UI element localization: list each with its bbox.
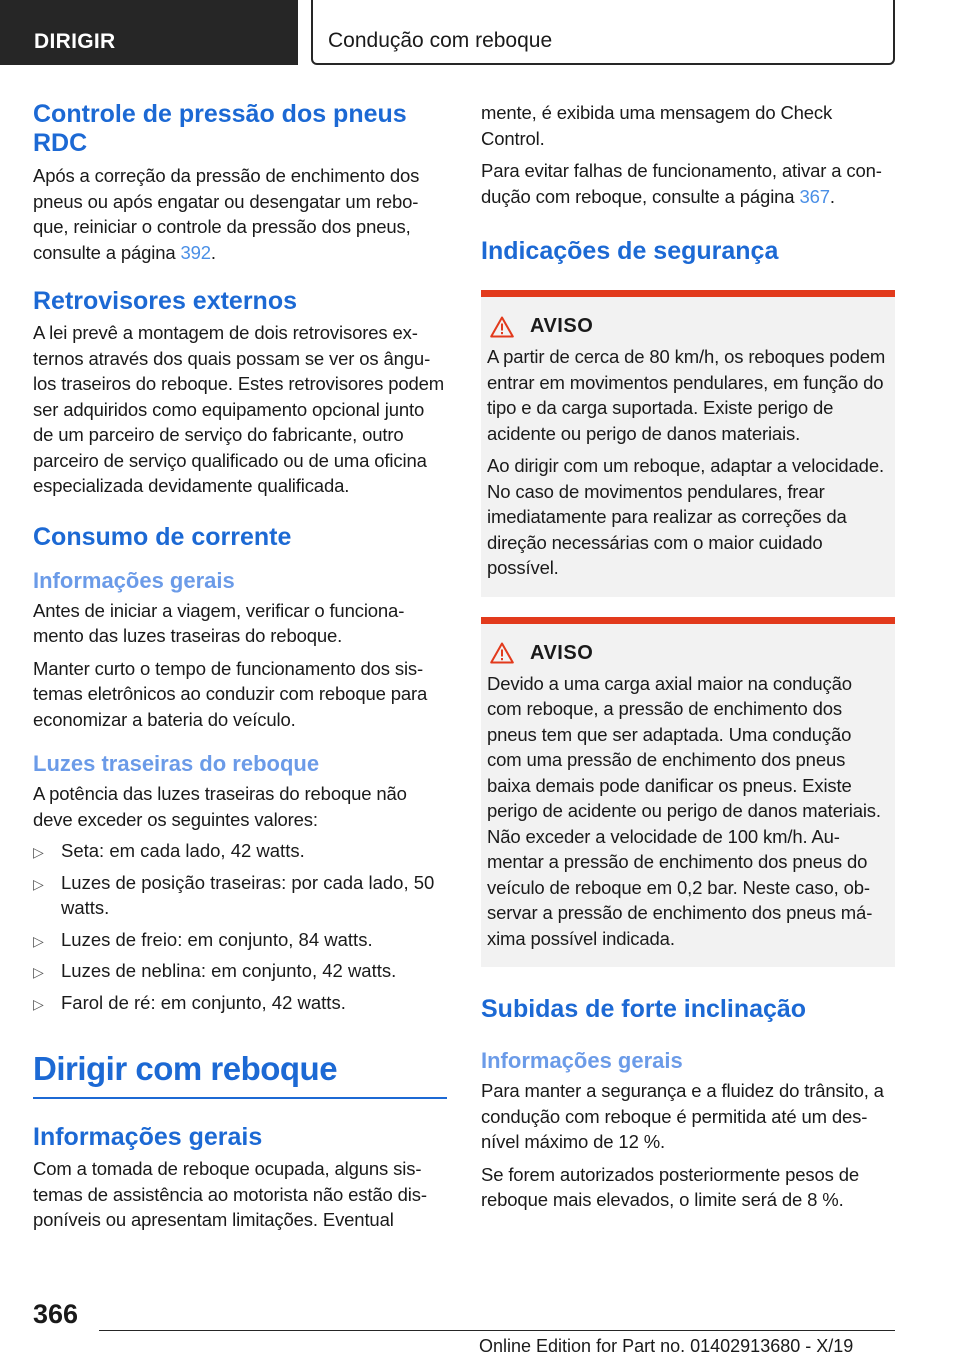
slopes-text-2: Se forem autorizados posteriormente pesos de reboque mais elevados, o limite será de 8 %. <box>481 1163 859 1210</box>
section-divider <box>33 1097 447 1099</box>
warning-triangle-icon <box>490 642 514 664</box>
check-control-text: mente, é exibida uma mensagem do Check Control. <box>481 102 833 149</box>
list-item: ▷ Luzes de posição traseiras: por cada lado, 50 watts. <box>33 871 435 918</box>
towing-text: Com a tomada de reboque ocupada, alguns sistemas de assistência ao motorista não estão disponíveis ou apresentam limitações. Eventual <box>33 1158 427 1230</box>
warning-box-pendulum <box>481 290 895 597</box>
warning-header <box>490 315 887 338</box>
towing-subheading: Informações gerais <box>33 1123 263 1151</box>
header-section-tab <box>0 0 298 65</box>
current-text-2: Manter curto o tempo de funcionamento dos sistemas eletrônicos ao conduzir com reboque para economizar a bateria do veículo. <box>33 657 428 730</box>
mirrors-heading: Retrovisores externos <box>33 287 298 315</box>
warning-text-1: A partir de cerca de 80 km/h, os reboques podem entrar em movimentos pendulares, em função do tipo e da carga suportada. Existe perigo de acidente ou perigo de danos materiais. <box>487 346 886 444</box>
safety-heading: Indicações de segurança <box>481 237 779 265</box>
list-item: ▷ Farol de ré: em conjunto, 42 watts. <box>33 990 447 1016</box>
rdc-text: Após a correção da pressão de enchimento dos pneus ou após engatar ou desengatar um reboque, reiniciar o controle da pressão dos pneus, consulte a página 392. <box>33 165 420 263</box>
list-item: ▷ Luzes de freio: em conjunto, 84 watts. <box>33 927 447 953</box>
warning-text-1: Devido a uma carga axial maior na condução com reboque, a pressão de enchimento dos pneus tem que ser adaptada. Uma condução com uma pressão de enchimento dos pneus baixa demais pode danificar os pneus. Existe perigo de acidente ou perigo de danos materiais. Não exceder a velocidade de 100 km/h. Aumentar a pressão de enchimento dos pneus do veículo de reboque em 0,2 bar. Neste caso, observar a pressão de enchimento dos pneus máxima possível indicada. <box>487 672 881 949</box>
tail-lights-intro: A potência das luzes traseiras do reboque não deve exceder os seguintes valores: <box>33 783 407 830</box>
tail-lights-list <box>33 838 447 1015</box>
towing-heading: Dirigir com reboque <box>33 1050 338 1087</box>
triangle-bullet-icon: ▷ <box>33 875 44 892</box>
current-text-1: Antes de iniciar a viagem, verificar o funcionamento das luzes traseiras do reboque. <box>33 599 405 646</box>
slopes-subheading: Informações gerais <box>481 1048 683 1073</box>
warning-title: AVISO <box>530 315 594 337</box>
right-column <box>481 100 895 1213</box>
triangle-bullet-icon: ▷ <box>33 995 44 1012</box>
footer-edition: Online Edition for Part no. 01402913680 - X/19 <box>479 1336 854 1356</box>
warning-header <box>490 642 887 665</box>
warning-text-2: Ao dirigir com um reboque, adaptar a velocidade. No caso de movimentos pendulares, frear imediatamente para realizar as correções da direção necessárias com o maior cuidado possível. <box>487 455 884 578</box>
triangle-bullet-icon: ▷ <box>33 932 44 949</box>
list-item: ▷ Seta: em cada lado, 42 watts. <box>33 838 447 864</box>
warning-title: AVISO <box>530 641 594 664</box>
warning-triangle-icon <box>490 316 514 338</box>
triangle-bullet-icon: ▷ <box>33 964 44 980</box>
left-column <box>33 100 447 1233</box>
warning-box-tire-pressure <box>481 617 895 968</box>
rdc-heading: Controle de pressão dos pneus RDC <box>33 100 407 157</box>
slopes-text-1: Para manter a segurança e a fluidez do trânsito, a condução com reboque é permitida até um desnível máximo de 12 %. <box>481 1080 884 1152</box>
header-title: Condução com reboque <box>328 29 553 52</box>
tail-lights-heading: Luzes traseiras do reboque <box>33 751 320 776</box>
list-item: ▷ Luzes de neblina: em conjunto, 42 watts. <box>33 958 447 984</box>
page-number: 366 <box>33 1299 79 1329</box>
page-link-367[interactable]: 367 <box>799 185 830 207</box>
footer-divider <box>99 1330 895 1331</box>
triangle-bullet-icon: ▷ <box>33 844 44 860</box>
page-link-392[interactable]: 392 <box>180 241 211 263</box>
current-heading: Consumo de corrente <box>33 522 292 551</box>
slopes-heading: Subidas de forte inclinação <box>481 995 807 1023</box>
current-subheading: Informações gerais <box>33 567 235 593</box>
mirrors-text: A lei prevê a montagem de dois retrovisores externos através dos quais possam se ver os ângulos traseiros do reboque. Estes retrovisores podem ser adquiridos como equipamento opcional junto de um parceiro de serviço do fabricante, outro parceiro de serviço qualificado ou de uma oficina especializada devidamente qualificada. <box>33 322 445 496</box>
towing-activation-text: Para evitar falhas de funcionamento, ativar a condução com reboque, consulte a página 367. <box>481 160 882 207</box>
header-section-label: DIRIGIR <box>34 30 116 53</box>
header-title-box <box>311 0 895 65</box>
